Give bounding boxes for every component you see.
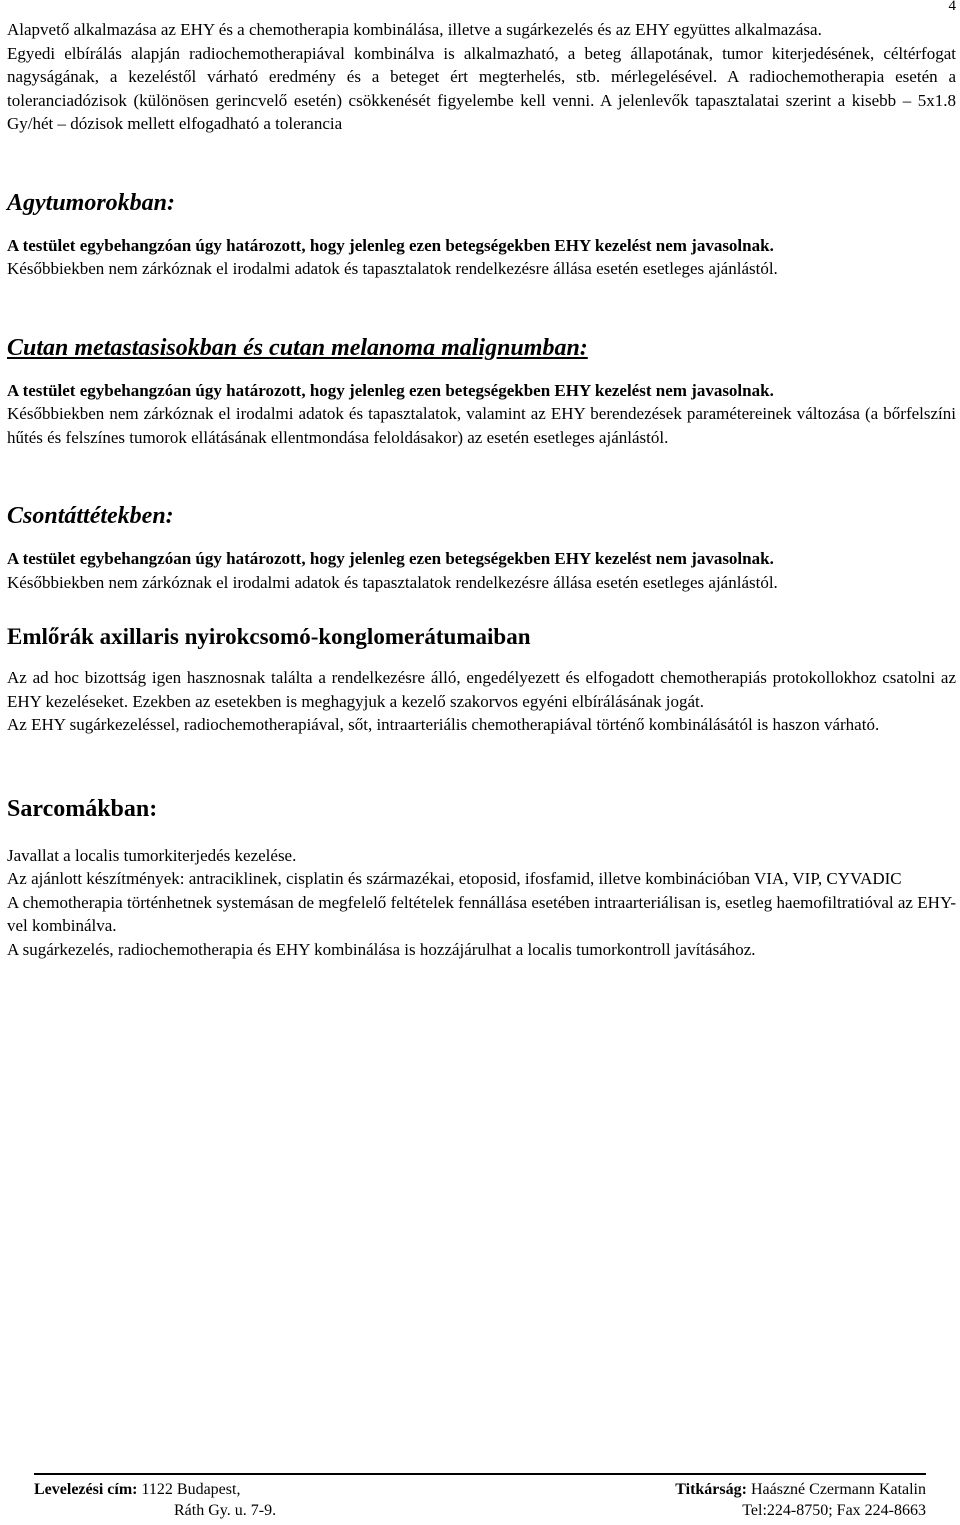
footer-address	[34, 1479, 276, 1521]
bone-note: Későbbiekben nem zárkóznak el irodalmi adatok és tapasztalatok rendelkezésre állása esetén esetleges ajánlástól.	[7, 572, 778, 592]
sarcoma-paragraph-4: A sugárkezelés, radiochemotherapia és EHY kombinálása is hozzájárulhat a localis tumorkontroll javításához.	[7, 939, 756, 959]
cutan-note: Későbbiekben nem zárkóznak el irodalmi adatok és tapasztalatok, valamint az EHY berendezések paramétereinek változása (a bőrfelszíni hűtés és felszínes tumorok ellátásának ellentmondása feloldásakor) az esetén esetleges ajánlástól.	[7, 404, 956, 447]
footer-phone-fax: Tel:224-8750; Fax 224-8663	[742, 1502, 926, 1519]
section-heading-sarcoma: Sarcomákban:	[7, 795, 158, 822]
section-heading-breast: Emlőrák axillaris nyirokcsomó-konglomerátumaiban	[7, 624, 531, 649]
brain-decision: A testület egybehangzóan úgy határozott, hogy jelenleg ezen betegségekben EHY kezelést nem javasolnak.	[7, 235, 774, 255]
brain-note: Későbbiekben nem zárkóznak el irodalmi adatok és tapasztalatok rendelkezésre állása esetén esetleges ajánlástól.	[7, 259, 778, 278]
intro-paragraph-1: Alapvető alkalmazása az EHY és a chemotherapia kombinálása, illetve a sugárkezelés és az EHY együttes alkalmazása.	[7, 20, 822, 39]
sarcoma-paragraph-1: Javallat a localis tumorkiterjedés kezelése.	[7, 845, 297, 865]
footer-secretary-label: Titkárság:	[675, 1481, 747, 1498]
intro-paragraph-2: Egyedi elbírálás alapján radiochemotherapiával kombinálva is alkalmazható, a beteg állapotának, tumor kiterjedésének, céltérfogat nagyságának, a kezeléstől várható eredmény és a beteget ért megterhelés, stb. mérlegelésével. A radiochemotherapia esetén a toleranciadózisok (különösen gerincvelő esetén) csökkenését figyelembe kell venni. A jelenlevők tapasztalatai szerint a kisebb – 5x1.8 Gy/hét – dózisok mellett elfogadható a tolerancia	[7, 43, 956, 133]
section-heading-bone: Csontáttétekben:	[7, 503, 174, 529]
page-number: 4	[948, 0, 956, 14]
breast-paragraph-1: Az ad hoc bizottság igen hasznosnak találta a rendelkezésre álló, engedélyezett és elfogadott chemotherapiás protokollokhoz csatolni az EHY kezeléseket. Ezekben az esetekben is meghagyjuk a kezelő szakorvos egyéni elbírálásának jogát.	[7, 668, 956, 711]
section-heading-cutan: Cutan metastasisokban és cutan melanoma malignumban:	[7, 334, 588, 361]
footer-secretary	[675, 1479, 926, 1521]
footer-divider	[34, 1473, 926, 1475]
document-body	[7, 18, 956, 961]
footer-address-line1: 1122 Budapest,	[141, 1481, 241, 1498]
breast-paragraph-2: Az EHY sugárkezeléssel, radiochemotherapiával, sőt, intraarteriális chemotherapiával történő kombinálásától is haszon várható.	[7, 715, 880, 734]
footer-secretary-name: Haászné Czermann Katalin	[750, 1481, 926, 1498]
footer-address-line2: Ráth Gy. u. 7-9.	[174, 1502, 277, 1519]
sarcoma-paragraph-2: Az ajánlott készítmények: antraciklinek, cisplatin és származékai, etoposid, ifosfamid, illetve kombinációban VIA, VIP, CYVADIC	[7, 869, 902, 888]
sarcoma-paragraph-3: A chemotherapia történhetnek systemásan de megfelelő feltételek fennállása esetében intraarteriálisan is, esetleg haemofiltratióval az EHY-vel kombinálva.	[7, 892, 956, 935]
footer-address-label: Levelezési cím:	[34, 1481, 138, 1498]
section-heading-brain: Agytumorokban:	[7, 189, 176, 216]
bone-decision: A testület egybehangzóan úgy határozott, hogy jelenleg ezen betegségekben EHY kezelést nem javasolnak.	[7, 549, 774, 568]
cutan-decision: A testület egybehangzóan úgy határozott, hogy jelenleg ezen betegségekben EHY kezelést nem javasolnak.	[7, 380, 774, 400]
